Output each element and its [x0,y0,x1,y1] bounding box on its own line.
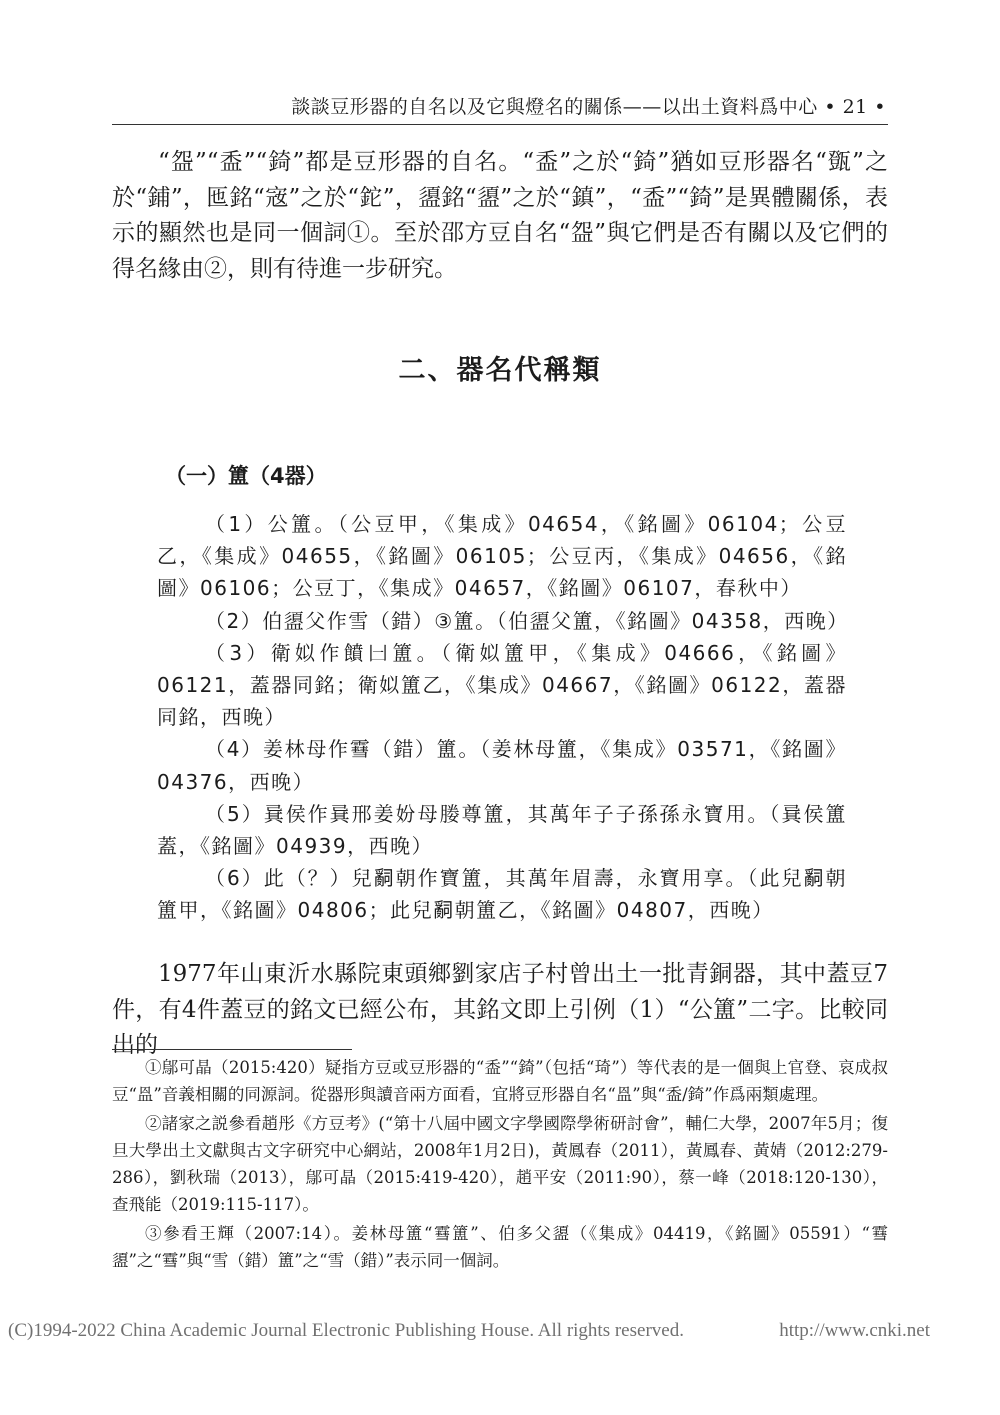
intro-paragraph: “盌”“盉”“錡”都是豆形器的自名。“盉”之於“錡”猶如豆形器名“㽅”之於“鋪”，匜銘“宼”之於“鉈”，盨銘“盨”之於“鎮”，“盉”“錡”是異體關係，表示的顯然也是同一個詞①。至於邵方豆自名“盌”與它們是否有關以及它們的得名緣由②，則有待進一步研究。 [112,149,888,282]
inscription-item-2: （2）伯盨父作雪（錯）③簠。（伯盨父簠，《銘圖》04358，西晚） [205,608,849,633]
running-header [112,90,888,125]
copyright-text: (C)1994-2022 China Academic Journal Electronic Publishing House. All rights reserved. [8,1320,684,1341]
inscription-item-4: （4）姜林母作䨮（錯）簠。（姜林母簠，《集成》03571，《銘圖》04376，西晚） [157,737,847,794]
inscription-list [157,508,847,927]
cnki-link[interactable]: http://www.cnki.net [779,1320,930,1341]
inscription-item-6: （6）此（？）兒𤔲朝作寶簠，其萬年眉壽，永寶用享。（此兒𤔲朝簠甲，《銘圖》04806；此兒𤔲朝簠乙，《銘圖》04807，西晚） [157,866,847,923]
footnotes [112,1054,888,1275]
inscription-item-3: （3）衛姒作饙𠙵簠。（衛姒簠甲，《集成》04666，《銘圖》06121，蓋器同銘；衛姒簠乙，《集成》04667，《銘圖》06122，蓋器同銘，西晚） [157,640,847,730]
body-paragraph-2: 1977年山東沂水縣院東頭鄉劉家店子村曾出土一批青銅器，其中蓋豆7件，有4件蓋豆的銘文已經公布，其銘文即上引例（1）“公簠”二字。比較同出的 [112,961,888,1058]
section-title: 二、器名代稱類 [398,355,602,386]
footnote-divider [112,1049,352,1050]
footnote-1: ①鄔可晶（2015:420）疑指方豆或豆形器的“盉”“錡”（包括“琦”）等代表的是一個與上官登、哀成叔豆“𥁕”音義相關的同源詞。從器形與讀音兩方面看，宜將豆形器自名“𥁕”與“盉/錡”作爲兩類處理。 [112,1058,888,1105]
running-title: 談談豆形器的自名以及它與燈名的關係——以出土資料爲中心 • 21 • [291,96,886,118]
footnote-3: ③參看王輝（2007:14）。姜林母簠“䨮簠”、伯多父盨（《集成》04419，《銘圖》05591）“䨮盨”之“䨮”與“雪（錯）簠”之“雪（錯）”表示同一個詞。 [112,1223,888,1271]
inscription-item-1: （1）公簠。（公豆甲，《集成》04654，《銘圖》06104；公豆乙，《集成》04655，《銘圖》06105；公豆丙，《集成》04656，《銘圖》06106；公豆丁，《集成》04657，《銘圖》06107，春秋中） [157,512,847,601]
footnote-2: ②諸家之説參看趙彤《方豆考》(“第十八屆中國文字學國際學術研討會”，輔仁大學，2007年5月；復旦大學出土文獻與古文字研究中心網站，2008年1月2日)，黃鳳春（2011），黃鳳春、黃婧（2012:279-286），劉秋瑞（2013），鄔可晶（2015:419-420），趙平安（2011:90），蔡一峰（2018:120-130），查飛能（2019:115-117）。 [112,1113,889,1215]
inscription-item-5: （5）㠱侯作㠱邢姜妢母媵尊簠，其萬年子子孫孫永寶用。（㠱侯簠蓋，《銘圖》04939，西晚） [157,801,847,859]
subsection-title: （一）簠（4器） [165,464,327,488]
